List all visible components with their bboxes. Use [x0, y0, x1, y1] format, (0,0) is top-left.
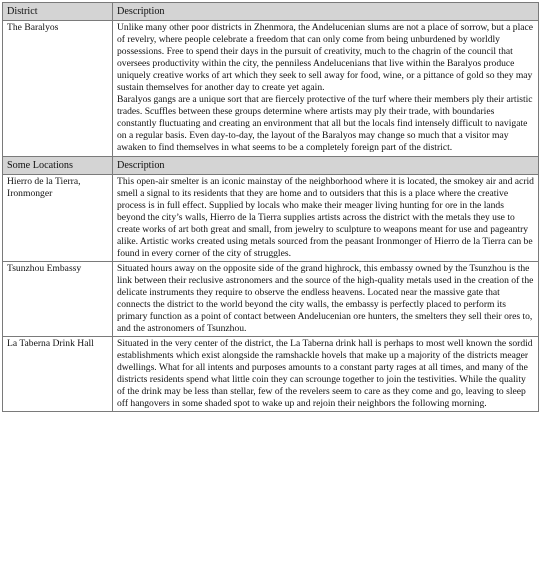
- location-name: Tsunzhou Embassy: [3, 261, 113, 336]
- location-row: [3, 337, 539, 412]
- location-row: [3, 261, 539, 336]
- description-column-header: Description: [113, 156, 539, 174]
- location-name: La Taberna Drink Hall: [3, 337, 113, 412]
- district-row: [3, 21, 539, 157]
- district-paragraph: Unlike many other poor districts in Zhenmora, the Andelucenian slums are not a place of sorrow, but a place of revelry, where people celebrate a freedom that can only come from being unburdened by worldly possessions. Free to spend their days in the pursuit of creativity, much to the chagrin of the council that oversees productivity within the city, the penniless Andelucenians that live within the Baralyos produce uniquely creative works of art which they seek to sell away for food, wine, or a pittance of gold so they may sustain themselves for another day to create yet again.: [117, 22, 534, 94]
- district-paragraph: Baralyos gangs are a unique sort that are fiercely protective of the turf where their members ply their artistic trades. Scuffles between these groups determine where artists may ply their trade, with boundaries constantly fluctuating and creating an environment that all but the locals find intensely difficult to navigate on a regular basis. Even day-to-day, the layout of the Baralyos may change so much that a visitor may awaken to find themselves in what seems to be a completely foreign part of the district.: [117, 94, 533, 154]
- description-column-header: Description: [113, 3, 539, 21]
- district-table: [2, 2, 539, 412]
- district-header-row: [3, 3, 539, 21]
- location-description: This open-air smelter is an iconic mainstay of the neighborhood where it is located, the smokey air and acrid smell a signal to its residents that they are home and to outsiders that this is a place where the creative process is in full effect. Supplied by locals who make their meager living hunting for ore in the lands beyond the city’s walls, Hierro de la Tierra supplies artists across the district with the metals they use to create works of art both great and small, from jewelry to sculpture to weapons meant for use and pageantry alike. Artistic works created using metals sourced from the peasant Ironmonger of Hierro de la Tierra can be found in every corner of the city of struggles.: [113, 174, 539, 261]
- district-description: [113, 21, 539, 157]
- location-description: Situated hours away on the opposite side of the grand highrock, this embassy owned by the Tsunzhou is the link between their reclusive astronomers and the source of the high-quality metals used in the creation of the delicate instruments they require to observe the endless heavens. Located near the massive gate that connects the district to the world beyond the city walls, the embassy is perfectly placed to perform its primary function as a point of contact between Andelucenian ore hunters, the smelters they sell their ores to, and the astronomers of Tsunzhou.: [113, 261, 539, 336]
- locations-column-header: Some Locations: [3, 156, 113, 174]
- location-name: Hierro de la Tierra, Ironmonger: [3, 174, 113, 261]
- district-name: The Baralyos: [3, 21, 113, 157]
- location-description: Situated in the very center of the district, the La Taberna drink hall is perhaps to most well known the sordid establishments which exist alongside the ramshackle hovels that make up a majority of the districts meager dwellings. What for all intents and purposes amounts to a constant party rages at all times, and many of the districts residents spend what little coin they can scrounge together to join the testivities. While the quality of the drink may be less than stellar, few of the revelers seem to care as they come and go, leaving to sleep off hangovers in some shaded spot to wake up and rejoin their neighbors the following morning.: [113, 337, 539, 412]
- locations-header-row: [3, 156, 539, 174]
- district-column-header: District: [3, 3, 113, 21]
- location-row: [3, 174, 539, 261]
